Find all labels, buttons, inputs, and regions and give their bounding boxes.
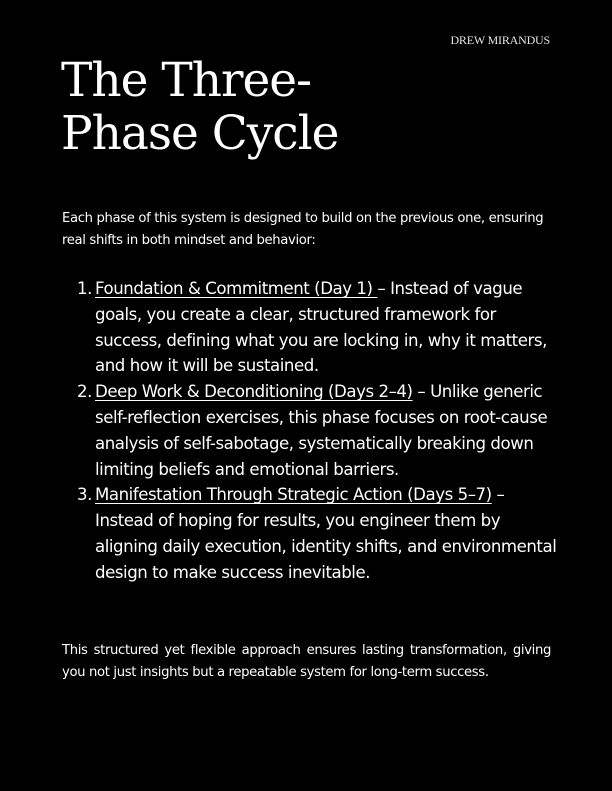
phase-number: 3. <box>77 485 92 505</box>
phase-separator: – <box>377 279 391 298</box>
phase-item-1 <box>62 276 562 379</box>
phase-description: Instead of vague goals, you create a clear, structured framework for success, defining what you are locking in, why it matters, and how it will be sustained. <box>95 279 547 376</box>
phase-item-3 <box>62 482 562 585</box>
phase-separator: – <box>412 382 431 402</box>
title-line-2: Phase Cycle <box>61 106 339 161</box>
page-title <box>61 54 338 160</box>
phase-item-2 <box>62 379 562 482</box>
phase-list <box>62 276 562 586</box>
phase-number: 2. <box>77 382 92 402</box>
author-name: DREW MIRANDUS <box>450 33 550 47</box>
phase-description: Unlike generic self-reflection exercises, this phase focuses on root-cause analysis of self-sabotage, systematically breaking down limiting beliefs and emotional barriers. <box>95 382 548 479</box>
title-line-1: The Three- <box>61 53 311 108</box>
phase-number: 1. <box>77 279 92 298</box>
outro-paragraph: This structured yet flexible approach ensures lasting transformation, giving you not just insights but a repeatable system for long-term success. <box>62 643 551 680</box>
phase-separator: – <box>491 485 505 505</box>
intro-paragraph: Each phase of this system is designed to build on the previous one, ensuring real shifts in both mindset and behavior: <box>62 211 544 248</box>
phase-title: Manifestation Through Strategic Action (Days 5–7) <box>95 485 492 505</box>
phase-title: Deep Work & Deconditioning (Days 2–4) <box>95 382 413 402</box>
phase-title: Foundation & Commitment (Day 1) <box>95 279 378 298</box>
phase-description: Instead of hoping for results, you engineer them by aligning daily execution, identity shifts, and environmental design to make success inevitable. <box>95 511 557 582</box>
